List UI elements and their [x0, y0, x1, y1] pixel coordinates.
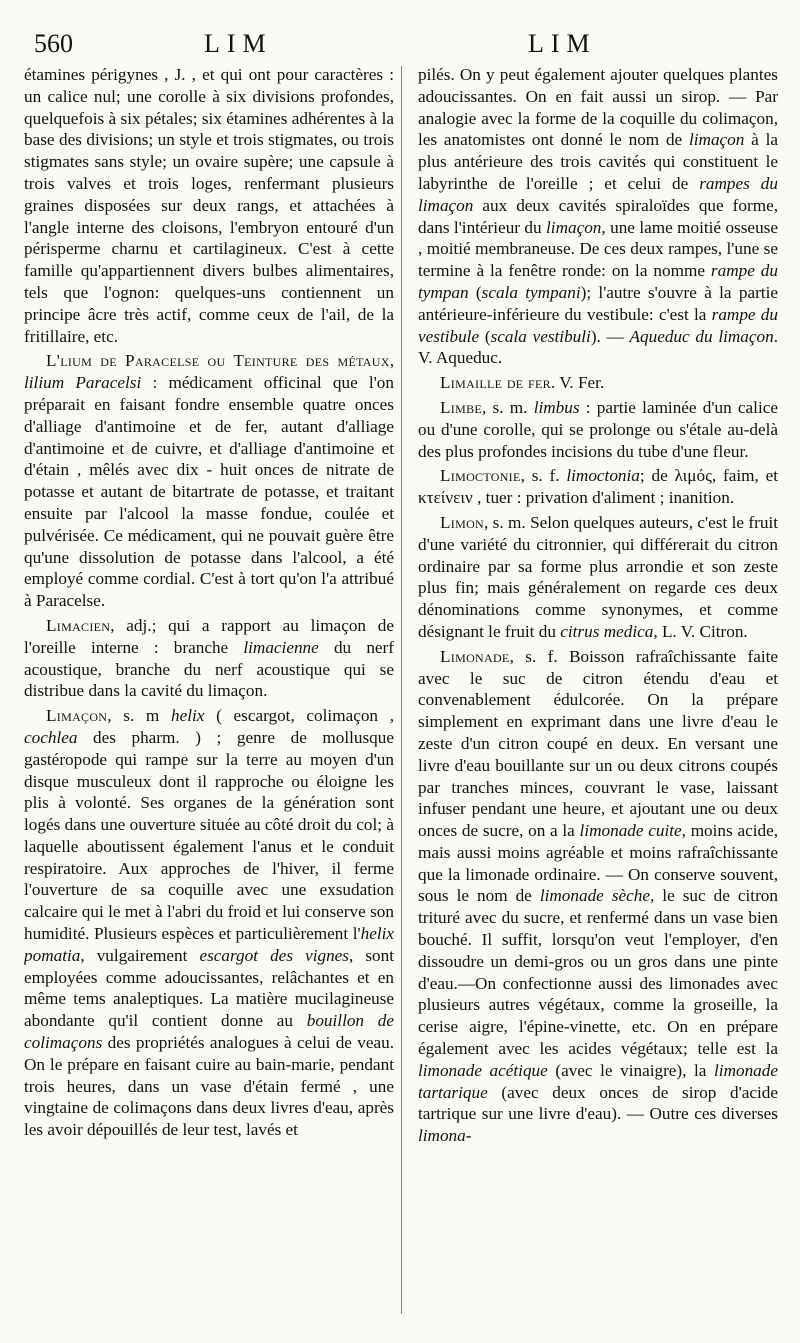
- entry-text: ,: [389, 351, 394, 371]
- entry-text: (: [468, 282, 482, 302]
- entry-text: , s. m.: [482, 397, 534, 417]
- entry-text: ; de λιμός, faim, et κτείνειν , tuer : privation d'aliment ; inanition.: [418, 466, 778, 508]
- entry-text: , s. f.: [520, 466, 567, 486]
- entry-italic-term: rampe du tympan: [418, 261, 778, 302]
- entry-text: , s. m: [107, 706, 171, 726]
- entry-headword: L'lium de Paracelse ou Teinture des métaux: [46, 351, 390, 371]
- entry-text: . V. Aqueduc.: [418, 326, 778, 368]
- entry-text: des pharm. ) ; genre de mollusque gastéropode qui rampe sur la terre au moyen d'un disque musculeux dont il rapproche ou éloigne les plis à volonté. Ses organes de la génération sont logés dans une ouverture située au côté droit du col; à laquelle aboutissent également l'anus et le conduit respiratoire. Aux approches de l'hiver, il ferme l'ouverture de sa coquille avec une exsudation calcaire qui le met à l'abri du froid et lui conserve son humidité. Plusieurs espèces et particulièrement l': [24, 727, 394, 944]
- entry-latin-term: cochlea: [24, 727, 78, 747]
- entry-headword: Limoctonie: [440, 466, 521, 486]
- entry-text: , moins acide, mais aussi moins agréable et moins rafraîchissante que la limonade ordinaire. — On conserve souvent, sous le nom de: [418, 821, 778, 906]
- entry-text: , sont employées comme adoucissantes, relâchantes et en même tems analeptiques. La matière mucilagineuse abondante qu'il contient donne au: [24, 945, 394, 1031]
- entry-headword: Limon: [440, 512, 484, 532]
- running-head-left: LIM: [204, 29, 273, 58]
- entry-text: ); l'autre s'ouvre à la partie antérieure-inférieure du vestibule: c'est la: [418, 282, 778, 324]
- entry-headword: Limbe: [440, 397, 482, 417]
- entry-text: (: [479, 326, 491, 346]
- entry-text: (avec le vinaigre), la: [547, 1060, 715, 1080]
- entry-text: des propriétés analogues à celui de veau. On le prépare en faisant cuire au bain-marie, pendant trois heures, dans un vase d'étain fermé , une vingtaine de colimaçons dans deux livres d'eau, après les avoir dépouillés de leur test, lavés et: [24, 1033, 394, 1140]
- entry-latin-term: helix: [171, 706, 205, 726]
- entry-latin-term: limoctonia: [566, 466, 640, 486]
- entry-latin-term: scala vestibuli: [490, 326, 591, 346]
- entry-italic-term: limonade acétique: [418, 1060, 548, 1080]
- page-number: 560: [34, 29, 73, 58]
- entry-latin-term: lilium Paracelsi: [24, 373, 142, 393]
- entry-italic-term: limonade tartarique: [418, 1060, 778, 1102]
- entry-italic-term: limaçon: [688, 130, 745, 150]
- entry-text: ( escargot, colimaçon ,: [204, 706, 394, 726]
- entry-text: à la plus antérieure des trois cavités qui constituent le labyrinthe de l'oreille ; et celui de: [418, 130, 778, 193]
- entry-italic-term: limaçon: [546, 217, 602, 237]
- entry-latin-term: limbus: [533, 397, 580, 417]
- entry-text: , adj.; qui a rapport au limaçon de l'oreille interne : branche: [24, 615, 394, 657]
- entry-italic-term: escargot des vignes: [199, 945, 349, 965]
- entry-text: , L. V. Citron.: [653, 621, 748, 641]
- entry-italic-term: limacienne: [243, 637, 319, 657]
- entry-limon: [418, 512, 778, 643]
- running-head-right: LIM: [528, 29, 597, 58]
- entry-italic-term: helix pomatia: [24, 924, 394, 965]
- entry-headword: Limaçon: [46, 706, 108, 726]
- entry-headword: Limonade: [440, 646, 510, 666]
- entry-cross-reference: Aqueduc du limaçon: [629, 326, 774, 346]
- entry-text: . V. Fer.: [550, 373, 605, 393]
- entry-text: , s. f. Boisson rafraîchissante faite avec le suc de citron étendu d'eau et convenablement édulcorée. On la prépare simplement en exprimant dans une livre d'eau le zeste d'un citron coupé en deux. En versant une livre d'eau bouillante sur un ou deux citrons coupés par tranches minces, couvrant le vase, laissant infuser pendant une heure, et ajoutant une ou deux onces de sucre, on a la: [418, 646, 778, 841]
- entry-text: , vulgairement: [80, 945, 200, 965]
- entry-headword: Limaille de fer: [440, 373, 551, 393]
- entry-text: (avec deux onces de sirop d'acide tartrique sur une livre d'eau). — Outre ces diverses: [418, 1082, 778, 1124]
- entry-limoctonie: [418, 465, 778, 509]
- entry-limaille-de-fer: [418, 372, 778, 394]
- left-column: [24, 64, 394, 1339]
- entry-latin-term: scala tympani: [481, 282, 581, 302]
- entry-limbe: [418, 397, 778, 462]
- column-divider: [401, 66, 402, 1314]
- entry-headword: Limacien: [46, 615, 111, 635]
- entry-text: étamines périgynes , J. , et qui ont pour caractères : un calice nul; une corolle à six divisions profondes, quelquefois à six pétales; six étamines adhérentes à la base des divisions; un style et trois stigmates, ou trois stigmates sans style; un ovaire supère; une capsule à trois valves et trois loges, renfermant plusieurs graines disposées sur deux rangs, et attachées à l'angle interne des cloisons, l'embryon entouré d'un périsperme charnu et cartilagineux. C'est à cette famille qu'appartiennent divers bulbes alimentaires, tels que l'ognon: quelques-uns contiennent un principe âcre très actif, comme ceux de l'ail, de la fritillaire, etc.: [24, 65, 394, 346]
- entry-text: ). —: [590, 326, 630, 346]
- entry-continuation: [418, 64, 778, 369]
- entry-italic-term: rampes du limaçon: [418, 173, 778, 215]
- entry-text: aux deux cavités spiraloïdes que forme, dans l'intérieur du: [418, 195, 778, 237]
- entry-text: pilés. On y peut également ajouter quelques plantes adoucissantes. On en fait aussi un sirop. — Par analogie avec la forme de la coquille du colimaçon, les anatomistes ont donné le nom de: [418, 65, 778, 150]
- entry-italic-term: limonade sèche: [539, 886, 650, 906]
- entry-text: : médicament officinal que l'on préparait en faisant fondre ensemble quatre onces d'alliage d'antimoine et de fer, autant d'alliage d'antimoine et de cuivre, et d'alliage d'antimoine et d'étain , mêlés avec dix - huit onces de nitrate de potasse et autant de bitartrate de potasse, et traitant ensuite par l'alcool la masse fondue, coulée et pulvérisée. Ce médicament, qui ne pouvait guère être qu'une dissolution de potasse dans l'alcool, a été employé comme cordial. C'est à tort qu'on l'a attribué à Paracelse.: [24, 373, 394, 611]
- entry-limacon: [24, 705, 394, 1141]
- entry-text: , s. m. Selon quelques auteurs, c'est le fruit d'une variété du citronnier, qui différerait du citron ordinaire par sa forme plus arrondie et son zeste plus fin; mais généralement on regarde ces deux dénominations comme synonymes, et comme désignant le fruit du: [418, 512, 778, 641]
- entry-italic-term: limonade cuite: [579, 821, 682, 841]
- entry-text: : partie laminée d'un calice ou d'une corolle, qui se prolonge ou s'étale au-delà des plus profondes incisions du tube d'une fleur.: [418, 397, 778, 461]
- entry-limacien: [24, 615, 394, 702]
- entry-italic-term: bouillon de colimaçons: [24, 1011, 394, 1053]
- entry-italic-term: rampe du vestibule: [418, 304, 778, 346]
- entry-text: , le suc de citron trituré avec du sucre, et renfermé dans un vase bien bouché. Il suffit, lorsqu'on veut l'employer, d'en dissoudre un demi-gros ou un gros dans une pinte d'eau.—On confectionne aussi des limonades avec plusieurs autres végétaux, comme la groseille, la cerise aigre, l'épine-vinette, etc. On en prépare également avec les acides végétaux; telle est la: [418, 886, 778, 1059]
- entry-latin-term: citrus medica: [560, 621, 654, 641]
- entry-limonade: [418, 646, 778, 1147]
- entry-lilium-de-paracelse: [24, 350, 394, 612]
- right-column: [418, 64, 778, 1339]
- entry-text: , une lame moitié osseuse , moitié membraneuse. De ces deux rampes, l'une se termine à la fenêtre ronde: on la nomme: [418, 217, 778, 281]
- entry-text: du nerf acoustique, branche du nerf acoustique qui se distribue dans la cavité du limaçon.: [24, 637, 394, 701]
- entry-continuation: [24, 64, 394, 347]
- entry-italic-term: limona-: [418, 1126, 472, 1146]
